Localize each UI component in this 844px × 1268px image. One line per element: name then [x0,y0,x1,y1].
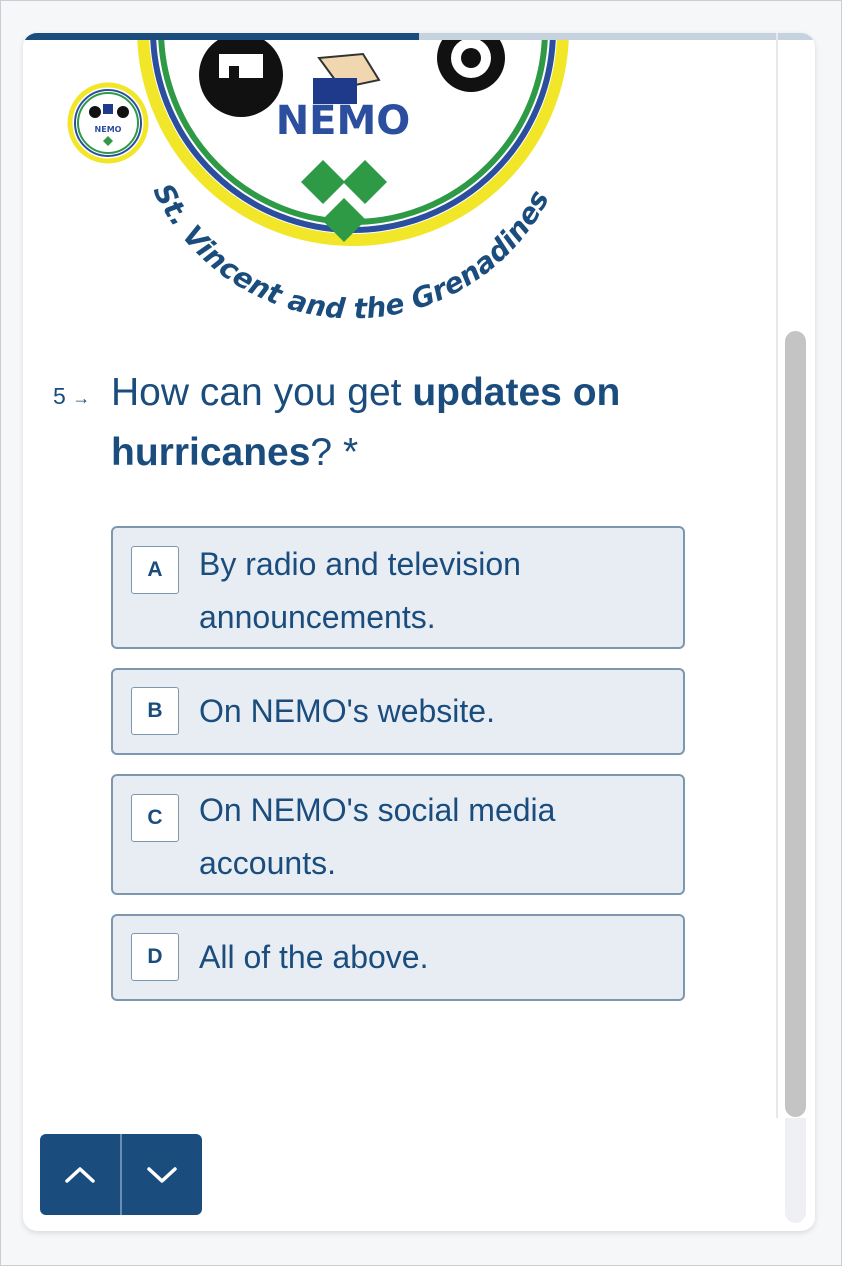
nemo-logo-image [23,40,783,330]
choice-label-d: All of the above. [199,939,429,975]
arrow-right-icon: → [72,388,91,408]
chevron-up-icon [63,1165,97,1185]
scrollbar-lower-track[interactable] [785,1118,806,1223]
choice-key-c: C [131,794,179,842]
choice-label-b: On NEMO's website. [199,693,495,729]
scrollbar-track [776,33,778,1118]
choice-d[interactable] [111,914,685,1001]
chevron-down-icon [145,1165,179,1185]
choice-c[interactable] [111,774,685,895]
choice-label-c: On NEMO's social media accounts. [199,792,556,881]
choice-key-d: D [131,933,179,981]
choice-label-a: By radio and television announcements. [199,546,521,635]
choice-a[interactable] [111,526,685,649]
small-nemo-badge [70,85,146,161]
question-nav [40,1134,202,1215]
logo-center-text: NEMO [275,98,411,144]
form-card [23,33,815,1231]
choice-key-b: B [131,687,179,735]
question-text-bold: updates on hurricanes [111,371,621,474]
prev-question-button[interactable] [40,1134,120,1215]
svg-text:St. Vincent and the Grenadines [147,178,556,325]
question-text-pre: How can you get [111,371,413,414]
question-number-value: 5 [53,383,66,409]
badge-text: NEMO [94,125,122,134]
scrollbar[interactable] [776,33,804,1223]
progress-fill [23,33,419,40]
question-number [53,383,90,410]
scrollbar-thumb[interactable] [785,331,806,1117]
choice-b[interactable] [111,668,685,755]
question-text [111,363,711,483]
logo-arc-text: St. Vincent and the Grenadines [146,178,556,326]
next-question-button[interactable] [122,1134,202,1215]
nemo-logo-graphic [23,40,783,330]
choice-key-a: A [131,546,179,594]
progress-bar [23,33,815,40]
question-text-post: ? * [310,431,359,474]
